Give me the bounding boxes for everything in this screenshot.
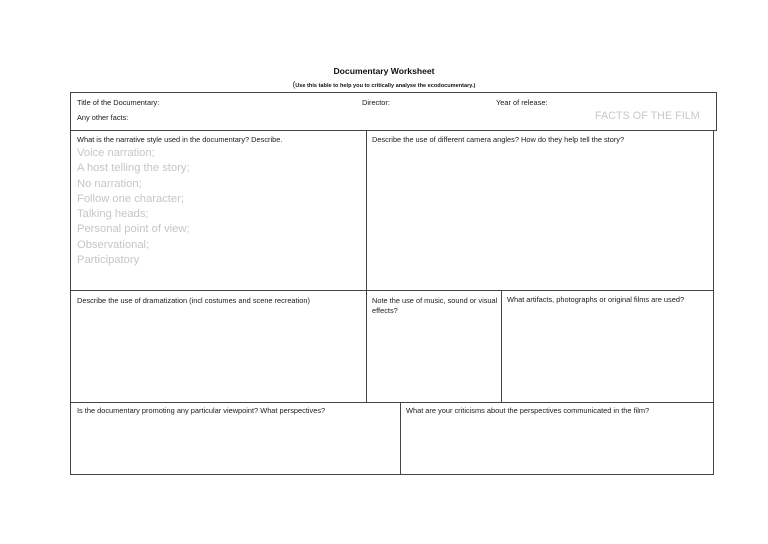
subtitle-text: Use this table to help you to critically analyse the ecodocumentary.) bbox=[295, 83, 476, 89]
hint-item: Participatory bbox=[77, 254, 140, 267]
worksheet-title: Documentary Worksheet bbox=[333, 66, 435, 76]
artifacts-cell[interactable] bbox=[501, 290, 714, 403]
camera-angles-question: Describe the use of different camera angles? How do they help tell the story? bbox=[372, 135, 625, 144]
hint-item: A host telling the story; bbox=[77, 162, 190, 175]
dramatization-cell[interactable] bbox=[70, 290, 367, 403]
other-facts-label: Any other facts: bbox=[77, 113, 129, 122]
hint-item: Voice narration; bbox=[77, 147, 155, 159]
facts-of-film-hint: FACTS OF THE FILM bbox=[595, 110, 700, 122]
camera-angles-cell[interactable] bbox=[366, 130, 714, 291]
worksheet-subtitle bbox=[0, 80, 768, 89]
hint-item: Observational; bbox=[77, 238, 150, 251]
title-of-documentary-label: Title of the Documentary: bbox=[77, 98, 160, 107]
viewpoint-question: Is the documentary promoting any particular viewpoint? What perspectives? bbox=[77, 406, 326, 415]
dramatization-question: Describe the use of dramatization (incl costumes and scene recreation) bbox=[77, 296, 310, 305]
hint-item: Talking heads; bbox=[77, 208, 149, 221]
subtitle-open-paren: ( bbox=[292, 80, 296, 89]
hint-item: Personal point of view; bbox=[77, 223, 190, 236]
director-label: Director: bbox=[362, 98, 390, 107]
narrative-style-question: What is the narrative style used in the documentary? Describe. bbox=[77, 135, 283, 144]
music-sound-question: Note the use of music, sound or visual effects? bbox=[372, 296, 498, 315]
hint-item: No narration; bbox=[77, 177, 142, 190]
criticisms-question: What are your criticisms about the perspectives communicated in the film? bbox=[406, 406, 650, 415]
narrative-style-hints bbox=[77, 146, 190, 268]
hint-item: Follow one character; bbox=[77, 192, 184, 205]
year-of-release-label: Year of release: bbox=[496, 98, 548, 107]
artifacts-question: What artifacts, photographs or original films are used? bbox=[507, 295, 685, 304]
